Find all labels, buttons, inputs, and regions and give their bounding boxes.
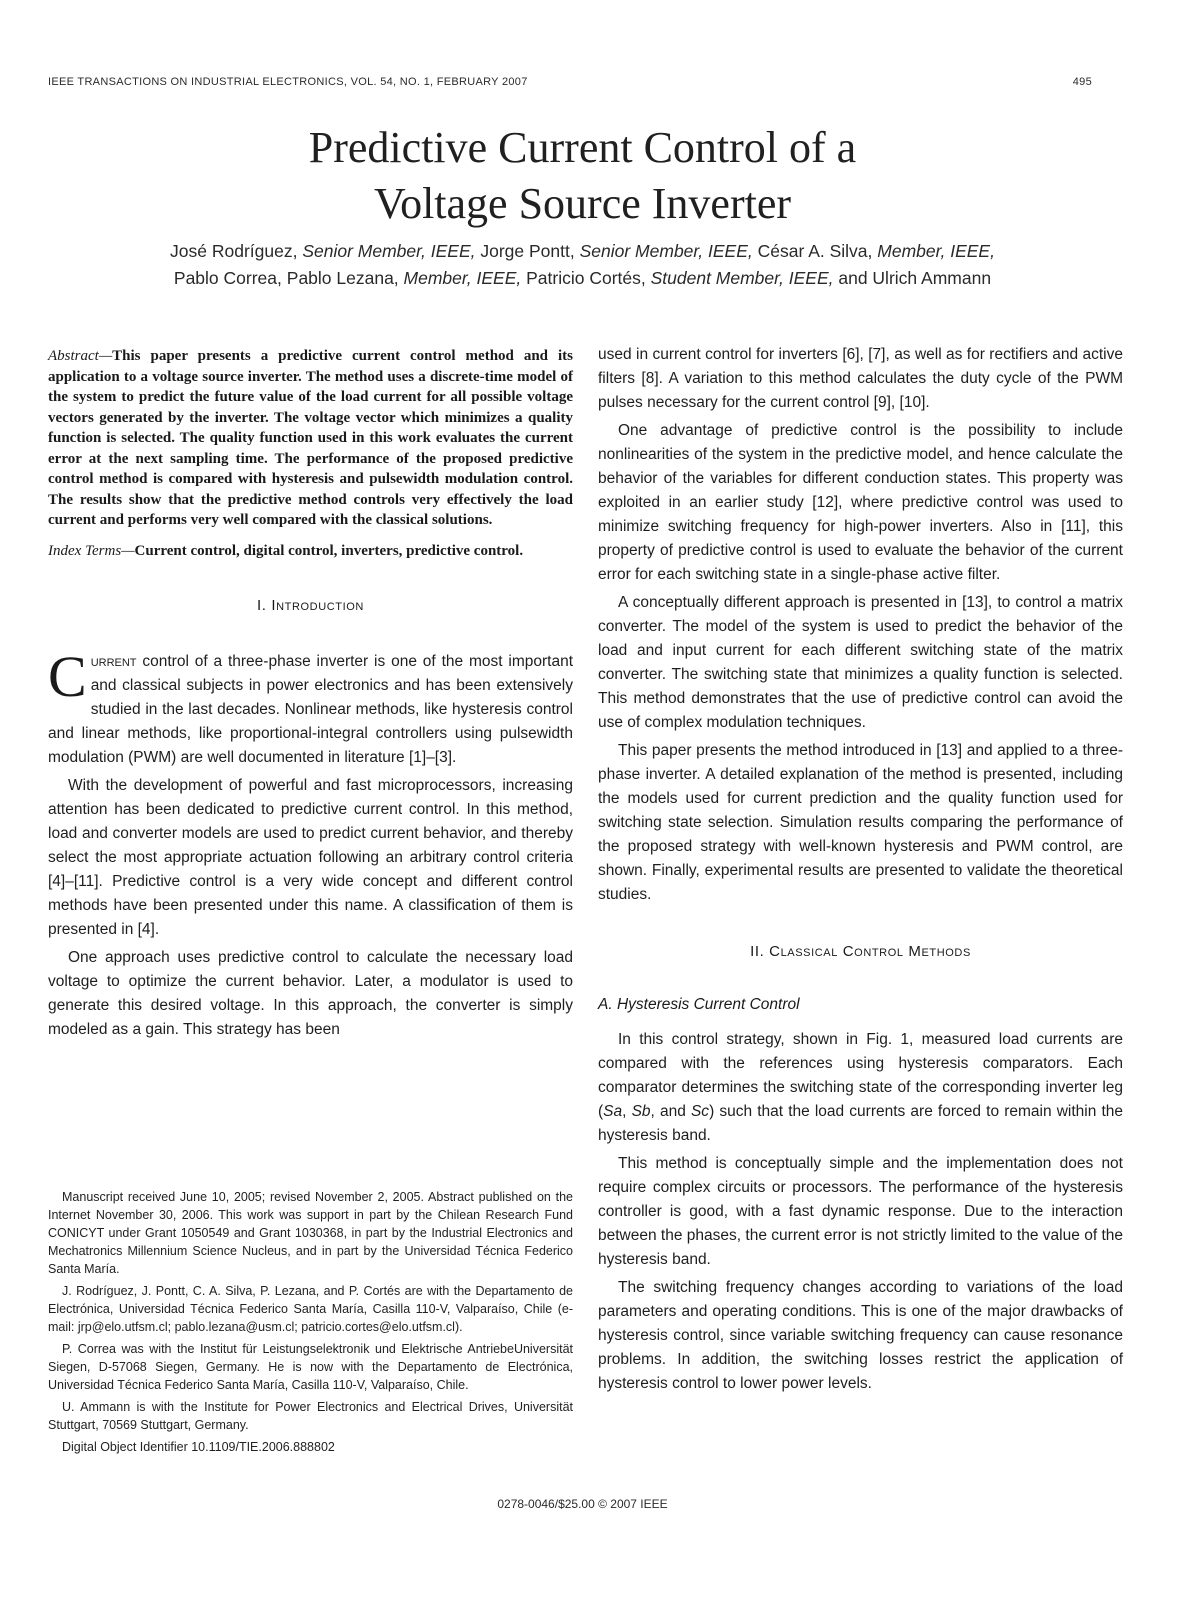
subsection-heading-hysteresis: A. Hysteresis Current Control [598, 996, 800, 1013]
index-terms-lead: Index Terms— [48, 542, 135, 559]
right-paragraph-5: In this control strategy, shown in Fig. 1, measured load currents are compared with the references using hysteresis comparators. Each comparator determines the switching state of the corresponding inverter leg (Sa, Sb, and Sc) such that the load currents are forced to remain within the hysteresis band. [598, 1031, 1123, 1144]
intro-text [48, 644, 573, 770]
right-column [598, 343, 1123, 1396]
author-role: Senior Member, IEEE, [302, 241, 476, 261]
right-paragraph-6: This method is conceptually simple and the implementation does not require complex circuits or processors. The performance of the hysteresis controller is good, with a fast dynamic response. Due to the interaction between the phases, the current error is not strictly limited to the value of the hysteresis band. [598, 1155, 1123, 1268]
section-heading-classical: II. Classical Control Methods [750, 943, 971, 960]
author-list [0, 238, 1165, 292]
right-paragraph-2: One advantage of predictive control is the possibility to include nonlinearities of the system in the predictive model, and hence calculate the behavior of the variables for different conduction states. This property was exploited in an earlier study [12], where predictive control was used to minimize switching frequency for high-power inverters. Also in [11], this property of predictive control is used to evaluate the behavior of the current error for each switching state in a single-phase active filter. [598, 422, 1123, 583]
title-line-2: Voltage Source Inverter [373, 179, 792, 228]
author-name: Pablo Lezana, [286, 268, 399, 288]
footnote-doi: Digital Object Identifier 10.1109/TIE.2006.888802 [62, 1440, 335, 1454]
footnote-affiliation-3: U. Ammann is with the Institute for Power Electronics and Electrical Drives, Universität Stuttgart, 70569 Stuttgart, Germany. [48, 1400, 573, 1432]
intro-p1: control of a three-phase inverter is one of the most important and classical subjects in power electronics and has been extensively studied in the last decades. Nonlinear methods, like hysteresis control and linear methods, like proportional-integral controllers using pulsewidth modulation (PWM) are well documented in literature [1]–[3]. [48, 653, 573, 766]
author-name: and Ulrich Ammann [838, 268, 992, 288]
abstract [48, 346, 573, 531]
author-name: Pablo Correa, [173, 268, 282, 288]
right-paragraph-7: The switching frequency changes according to variations of the load parameters and operating conditions. This is one of the major drawbacks of hysteresis control, since variable switching frequency can cause resonance problems. In addition, the switching losses restrict the application of hysteresis control to lower power levels. [598, 1279, 1123, 1392]
footnote-manuscript: Manuscript received June 10, 2005; revised November 2, 2005. Abstract published on the Internet November 30, 2006. This work was support in part by the Chilean Research Fund CONICYT under Grant 1050549 and Grant 1030368, in part by the Industrial Electronics and Mechatronics Millennium Science Nucleus, and in part by the Universidad Técnica Federico Santa María. [48, 1190, 573, 1276]
author-line-2 [0, 265, 1165, 292]
p5-text-2: ) such that the load currents are forced to remain within the hysteresis band. [598, 1103, 1123, 1144]
left-column [48, 346, 573, 1042]
author-line-1 [0, 238, 1165, 265]
copyright-footer: 0278-0046/$25.00 © 2007 IEEE [497, 1497, 668, 1511]
p5-text-1: In this control strategy, shown in Fig. 1, measured load currents are compared with the references using hysteresis comparators. Each comparator determines the switching state of the corresponding inverter leg ( [598, 1031, 1123, 1120]
footnotes [48, 1188, 573, 1460]
author-name: César A. Silva, [757, 241, 873, 261]
right-paragraph-4: This paper presents the method introduced in [13] and applied to a three-phase inverter. A detailed explanation of the method is presented, including the models used for current prediction and the quality function used for switching state selection. Simulation results comparing the performance of the proposed strategy with well-known hysteresis and PWM control, are shown. Finally, experimental results are presented to validate the theoretical studies. [598, 742, 1123, 903]
abstract-lead: Abstract— [48, 348, 113, 364]
author-name: José Rodríguez, [170, 241, 298, 261]
intro-paragraph-1 [48, 644, 573, 770]
author-role: Senior Member, IEEE, [579, 241, 753, 261]
abstract-text: This paper presents a predictive current control method and its application to a voltage source inverter. The method uses a discrete-time model of the system to predict the future value of the load current for all possible voltage vectors generated by the inverter. The voltage vector which minimizes a quality function is selected. The quality function used in this work evaluates the current error at the next sampling time. The performance of the proposed predictive control method is compared with hysteresis and pulsewidth modulation control. The results show that the predictive method controls very effectively the load current and performs very well compared with the classical solutions. [48, 348, 573, 528]
right-paragraph-1: used in current control for inverters [6], [7], as well as for rectifiers and active filters [8]. A variation to this method calculates the duty cycle of the PWM pulses necessary for the current control [9], [10]. [598, 346, 1123, 411]
index-terms [48, 541, 573, 562]
symbol-sb: Sb [631, 1103, 651, 1120]
footnote-affiliation-2: P. Correa was with the Institut für Leistungselektronik und Elektrische AntriebeUniversität Siegen, D-57068 Siegen, Germany. He is now with the Departamento de Electrónica, Universidad Técnica Federico Santa María, Casilla 110-V, Valparaíso, Chile. [48, 1342, 573, 1392]
author-name: Patricio Cortés, [526, 268, 646, 288]
author-role: Member, IEEE, [877, 241, 995, 261]
intro-paragraph-2: With the development of powerful and fast microprocessors, increasing attention has been dedicated to predictive current control. In this method, load and converter models are used to predict current behavior, and thereby select the most appropriate actuation following an arbitrary control criteria [4]–[11]. Predictive control is a very wide concept and different control methods have been presented under this name. A classification of them is presented in [4]. [48, 777, 573, 938]
title-line-1: Predictive Current Control of a [308, 123, 857, 172]
journal-name: IEEE TRANSACTIONS ON INDUSTRIAL ELECTRONICS, VOL. 54, NO. 1, FEBRUARY 2007 [48, 76, 528, 88]
author-role: Student Member, IEEE, [650, 268, 834, 288]
running-head [48, 76, 1092, 88]
page-number: 495 [1072, 76, 1092, 88]
index-terms-text: Current control, digital control, inverters, predictive control. [134, 542, 524, 559]
paper-title [0, 120, 1165, 232]
symbol-sa: Sa [603, 1103, 623, 1120]
author-role: Member, IEEE, [403, 268, 522, 288]
drop-cap-rest: urrent [90, 653, 137, 670]
intro-paragraph-3: One approach uses predictive control to calculate the necessary load voltage to optimize the current behavior. Later, a modulator is used to generate this desired voltage. In this approach, the converter is simply modeled as a gain. This strategy has been [48, 949, 573, 1038]
drop-cap: C [48, 644, 87, 709]
author-name: Jorge Pontt, [480, 241, 575, 261]
right-paragraph-3: A conceptually different approach is presented in [13], to control a matrix converter. The model of the system is used to predict the behavior of the load and input current for each different switching state of the matrix converter. The switching state that minimizes a quality function is selected. This method demonstrates that the use of predictive control can avoid the use of complex modulation techniques. [598, 594, 1123, 731]
footnote-affiliation-1: J. Rodríguez, J. Pontt, C. A. Silva, P. Lezana, and P. Cortés are with the Departamento de Electrónica, Universidad Técnica Federico Santa María, Casilla 110-V, Valparaíso, Chile (e-mail: jrp@elo.utfsm.cl; pablo.lezana@usm.cl; patricio.cortes@elo.utfsm.cl). [48, 1284, 573, 1334]
section-heading-introduction: I. Introduction [257, 597, 364, 614]
symbol-sc: Sc [690, 1103, 710, 1120]
